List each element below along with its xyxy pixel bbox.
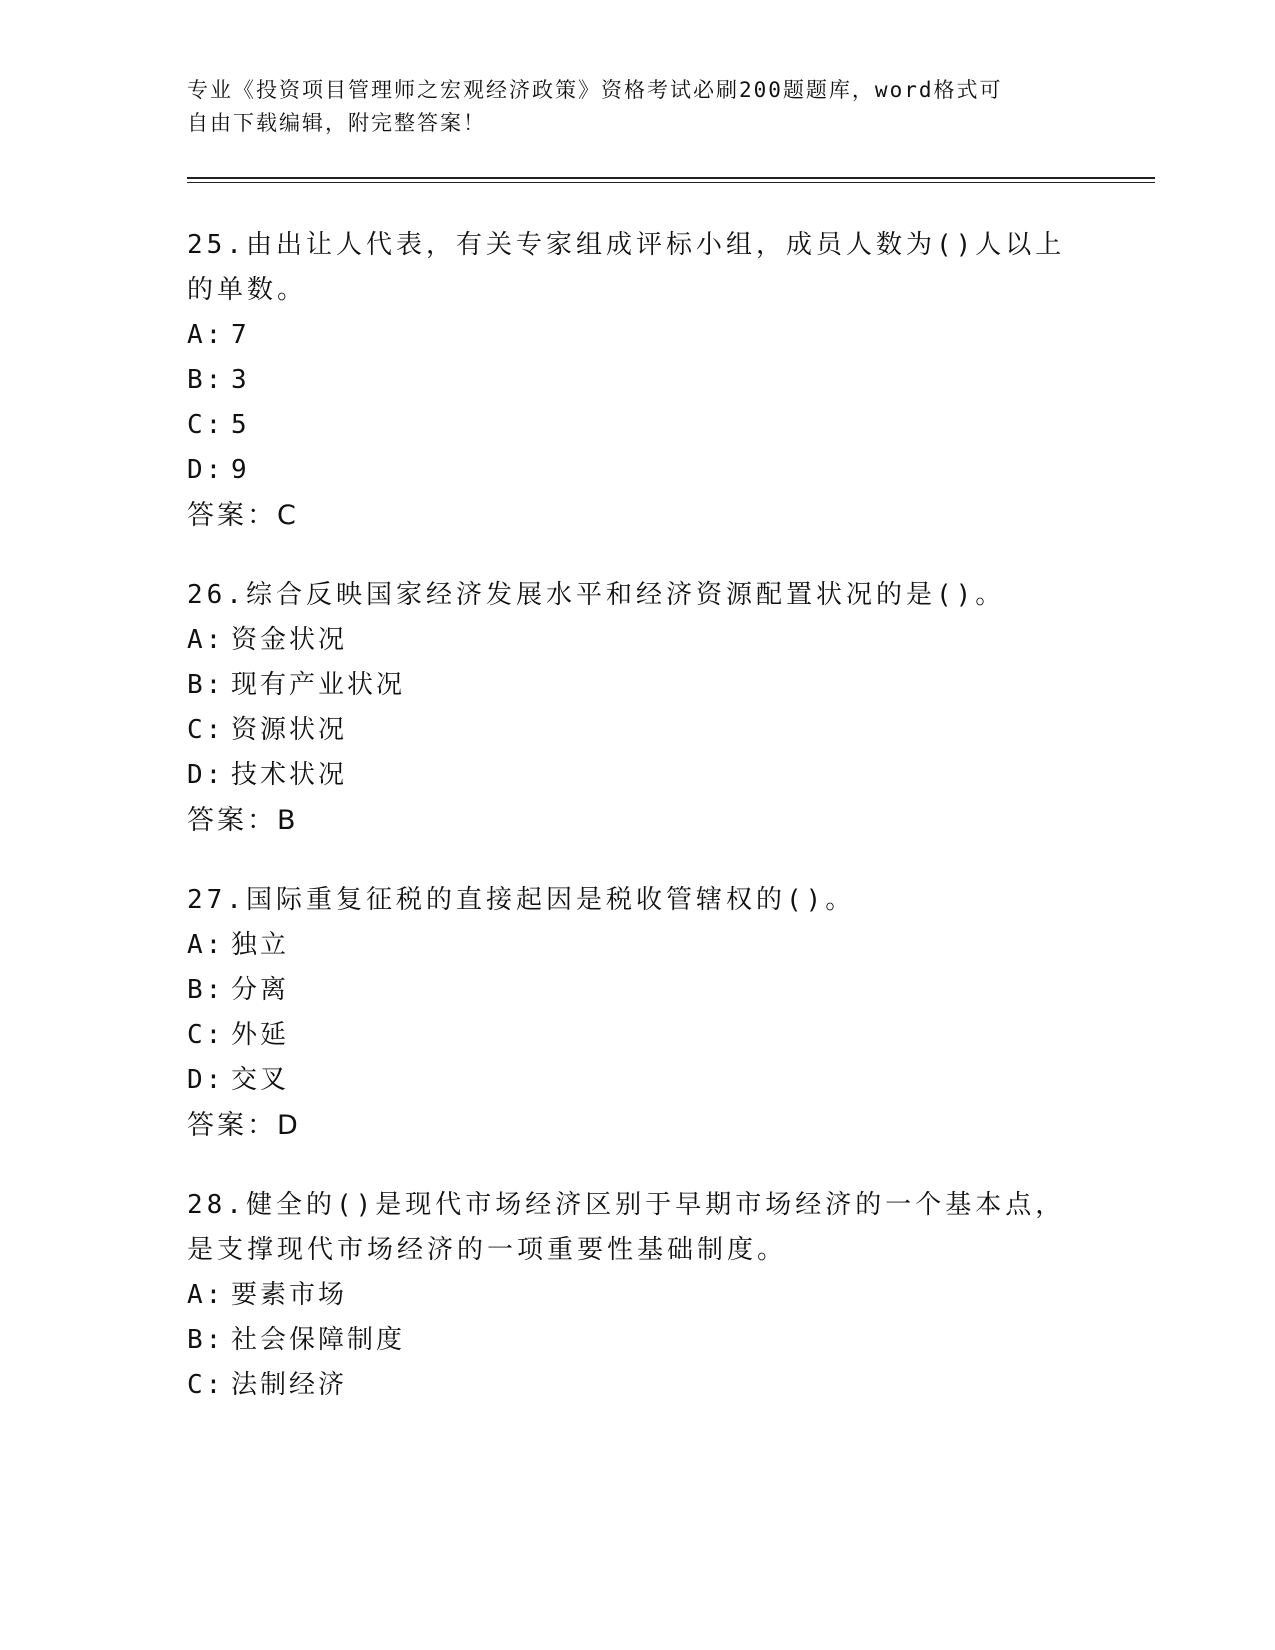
option-value: 社会保障制度 — [231, 1325, 406, 1355]
option-key: A: — [187, 1280, 225, 1310]
option-value: 要素市场 — [231, 1280, 348, 1310]
option-value: 交叉 — [231, 1065, 290, 1095]
document-header — [187, 74, 1087, 140]
option-value: 3 — [231, 365, 250, 395]
question-28 — [187, 1183, 1087, 1408]
option-value: 法制经济 — [231, 1370, 348, 1400]
option-a — [187, 1273, 1087, 1318]
option-c — [187, 1363, 1087, 1408]
option-key: B: — [187, 365, 225, 395]
option-value: 5 — [231, 410, 250, 440]
option-key: D: — [187, 455, 225, 485]
option-a — [187, 618, 1087, 663]
option-c — [187, 1013, 1087, 1058]
option-key: D: — [187, 760, 225, 790]
option-value: 现有产业状况 — [231, 670, 406, 700]
header-divider-thick — [187, 177, 1155, 179]
answer-line: 答案：B — [187, 805, 299, 836]
option-value: 资金状况 — [231, 625, 348, 655]
question-text: 25.由出让人代表，有关专家组成评标小组，成员人数为()人以上的单数。 — [187, 230, 1066, 305]
option-value: 资源状况 — [231, 715, 348, 745]
header-line-1: 专业《投资项目管理师之宏观经济政策》资格考试必刷200题题库，word格式可 — [187, 78, 1003, 102]
option-key: C: — [187, 410, 225, 440]
option-c — [187, 403, 1087, 448]
option-value: 分离 — [231, 975, 290, 1005]
header-divider-thin — [187, 182, 1155, 183]
option-value: 9 — [231, 455, 250, 485]
option-c — [187, 708, 1087, 753]
option-key: B: — [187, 1325, 225, 1355]
option-value: 外延 — [231, 1020, 290, 1050]
option-b — [187, 663, 1087, 708]
option-key: C: — [187, 715, 225, 745]
option-d — [187, 448, 1087, 493]
answer-line: 答案：D — [187, 1110, 301, 1141]
answer-line: 答案：C — [187, 500, 299, 531]
option-value: 独立 — [231, 930, 290, 960]
option-d — [187, 1058, 1087, 1103]
option-value: 7 — [231, 320, 250, 350]
option-key: D: — [187, 1065, 225, 1095]
header-line-2: 自由下载编辑，附完整答案！ — [187, 111, 486, 135]
option-b — [187, 968, 1087, 1013]
option-key: B: — [187, 670, 225, 700]
option-key: A: — [187, 930, 225, 960]
option-key: B: — [187, 975, 225, 1005]
option-b — [187, 1318, 1087, 1363]
question-25 — [187, 223, 1087, 538]
option-d — [187, 753, 1087, 798]
question-text: 27.国际重复征税的直接起因是税收管辖权的()。 — [187, 885, 856, 915]
option-a — [187, 313, 1087, 358]
option-b — [187, 358, 1087, 403]
option-key: A: — [187, 625, 225, 655]
option-value: 技术状况 — [231, 760, 348, 790]
option-key: A: — [187, 320, 225, 350]
option-a — [187, 923, 1087, 968]
question-text: 28.健全的()是现代市场经济区别于早期市场经济的一个基本点，是支撑现代市场经济的一项重要性基础制度。 — [187, 1190, 1066, 1265]
option-key: C: — [187, 1020, 225, 1050]
question-27 — [187, 878, 1087, 1148]
question-text: 26.综合反映国家经济发展水平和经济资源配置状况的是()。 — [187, 580, 1006, 610]
question-26 — [187, 573, 1087, 843]
option-key: C: — [187, 1370, 225, 1400]
